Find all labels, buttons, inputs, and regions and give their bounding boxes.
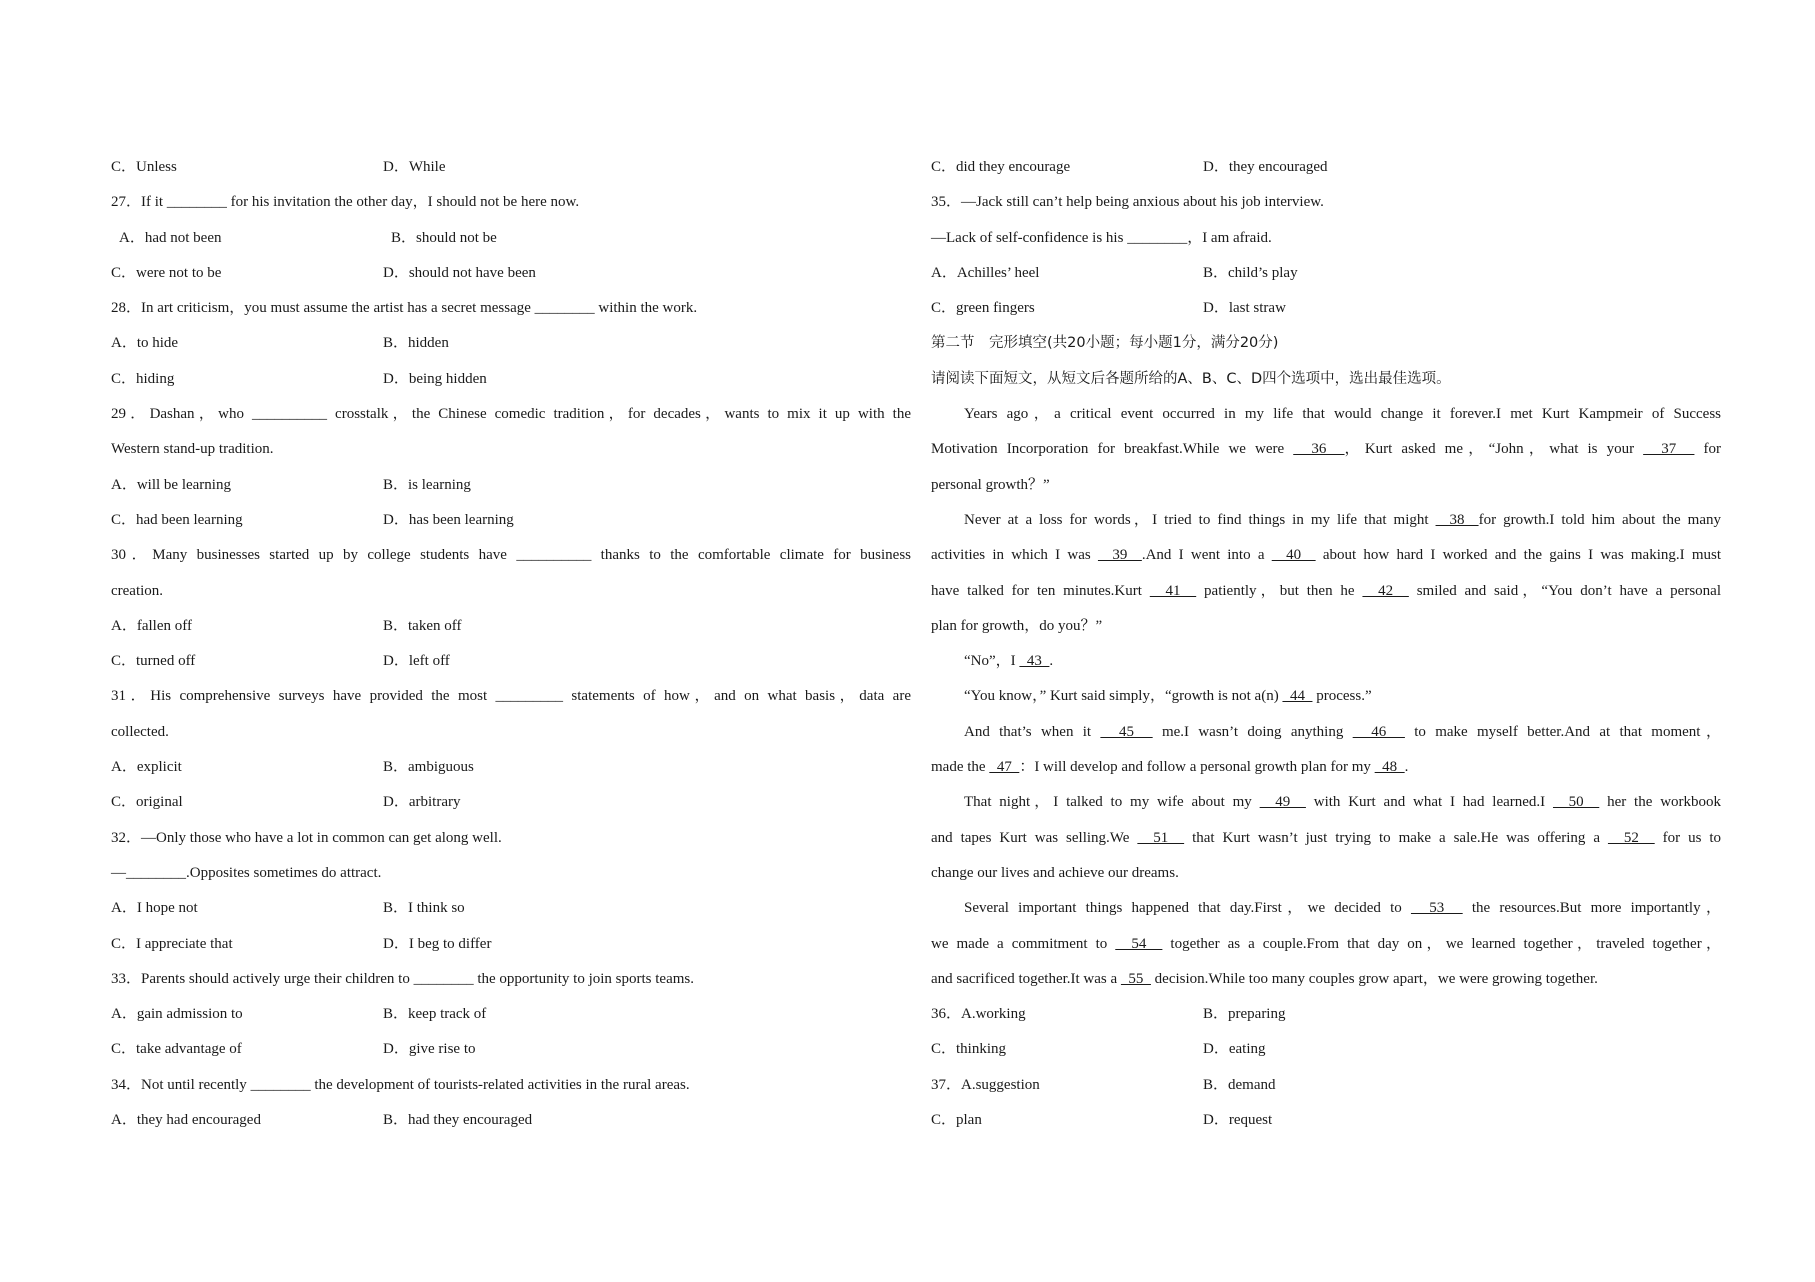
text-run: 35．—Jack still can’t help being anxious about his job interview. [931, 194, 1324, 211]
option-row [931, 1032, 1721, 1067]
text-line [931, 397, 1721, 432]
option-choice: B．I think so [383, 900, 465, 917]
option-choice: C．turned off [111, 653, 196, 670]
option-choice: B．child’s play [1203, 264, 1298, 281]
text-run: 34．Not until recently [111, 1076, 251, 1093]
blank-number: 42 [1362, 582, 1409, 599]
text-line [931, 538, 1721, 573]
text-run: 27．If it [111, 194, 167, 211]
option-choice: D．arbitrary [383, 794, 461, 811]
text-line [931, 891, 1721, 926]
option-choice: A．explicit [111, 759, 182, 776]
text-run: 28．In art criticism，you must assume the artist has a secret message [111, 300, 535, 317]
blank-number: 55 [1120, 970, 1151, 987]
blank-number: 54 [1115, 935, 1163, 952]
right-column [931, 150, 1721, 1138]
text-run: and sacrificed together.It was a [931, 970, 1121, 987]
option-choice: A．will be learning [111, 476, 231, 493]
text-line [111, 574, 911, 609]
option-row [111, 785, 911, 820]
text-line [931, 679, 1721, 714]
option-choice: B．taken off [383, 617, 462, 634]
option-choice: 37．A.suggestion [931, 1076, 1040, 1093]
option-choice: D．give rise to [383, 1041, 476, 1058]
option-row [111, 1103, 911, 1138]
text-line [931, 962, 1721, 997]
text-run: the opportunity to join sports teams. [473, 970, 694, 987]
option-choice: B．hidden [383, 335, 449, 352]
option-choice: A．had not been [119, 229, 222, 246]
answer-blank: __________ [252, 406, 327, 423]
option-choice: C．green fingers [931, 300, 1035, 317]
text-run: “No”，I [964, 653, 1020, 670]
text-run: 29．Dashan，who [111, 406, 252, 423]
text-run: patiently，but then he [1196, 582, 1363, 599]
blank-number: 40 [1271, 547, 1316, 564]
text-run: —Lack of self-confidence is his [931, 229, 1128, 246]
text-run: collected. [111, 723, 169, 740]
answer-blank: ________ [126, 864, 186, 881]
text-line [111, 185, 911, 220]
option-choice: D．request [1203, 1112, 1273, 1129]
text-run: Motivation Incorporation for breakfast.While we were [931, 441, 1294, 458]
text-line [931, 185, 1721, 220]
text-line [111, 856, 911, 891]
text-line [111, 397, 911, 432]
option-row [931, 256, 1721, 291]
text-run: ，I am afraid. [1187, 229, 1272, 246]
text-line [111, 679, 911, 714]
option-choice: A．they had encouraged [111, 1112, 261, 1129]
option-row [111, 891, 911, 926]
text-run: me.I wasn’t doing anything [1152, 723, 1353, 740]
text-line [931, 856, 1721, 891]
blank-number: 49 [1259, 794, 1306, 811]
option-choice: D．has been learning [383, 511, 514, 528]
option-row [931, 1068, 1721, 1103]
text-run: ：I will develop and follow a personal growth plan for my [1019, 759, 1375, 776]
text-line [931, 927, 1721, 962]
option-choice: B．is learning [383, 476, 471, 493]
option-choice: C．did they encourage [931, 159, 1071, 175]
text-run: 31．His comprehensive surveys have provided the most [111, 688, 496, 705]
option-row [111, 468, 911, 503]
text-run: 请阅读下面短文，从短文后各题所给的A、B、C、D四个选项中，选出最佳选项。 [931, 370, 1451, 387]
option-row [111, 326, 911, 361]
option-row [931, 997, 1721, 1032]
text-line [111, 962, 911, 997]
option-choice: C．hiding [111, 370, 175, 387]
blank-number: 41 [1149, 582, 1197, 599]
text-run: that Kurt wasn’t just trying to make a sale.He was offering a [1184, 829, 1608, 846]
option-choice: B．keep track of [383, 1006, 487, 1023]
text-line [111, 821, 911, 856]
text-run: And that’s when it [964, 723, 1101, 740]
option-choice: B．should not be [391, 229, 497, 246]
text-line [931, 574, 1721, 609]
text-run: 32．—Only those who have a lot in common can get along well. [111, 829, 502, 846]
text-run: ，Kurt asked me，“John，what is your [1344, 441, 1644, 458]
text-line [931, 468, 1721, 503]
blank-number: 51 [1137, 829, 1185, 846]
option-choice: A．gain admission to [111, 1006, 243, 1023]
text-line [931, 221, 1721, 256]
option-choice: D．should not have been [383, 264, 536, 281]
text-line [111, 1068, 911, 1103]
option-choice: 36．A.working [931, 1006, 1026, 1023]
text-run: within the work. [594, 300, 698, 317]
option-choice: B．had they encouraged [383, 1112, 533, 1129]
option-choice: B．demand [1203, 1076, 1276, 1093]
option-choice: D．left off [383, 653, 450, 670]
option-row [111, 362, 911, 397]
text-line [111, 715, 911, 750]
text-run: made the [931, 759, 990, 776]
text-line [931, 785, 1721, 820]
blank-number: 50 [1552, 794, 1600, 811]
text-run: — [111, 864, 126, 881]
text-run: plan for growth，do you？” [931, 617, 1103, 634]
text-line [931, 362, 1721, 397]
text-run: activities in which I was [931, 547, 1098, 564]
option-row [111, 644, 911, 679]
text-run: the resources.But more importantly， [1462, 900, 1722, 917]
text-run: personal growth？” [931, 476, 1050, 493]
option-choice: A．Achilles’ heel [931, 264, 1040, 281]
option-choice: C．I appreciate that [111, 935, 233, 952]
blank-number: 45 [1100, 723, 1153, 740]
blank-number: 52 [1607, 829, 1655, 846]
blank-number: 39 [1097, 547, 1142, 564]
option-choice: C．thinking [931, 1041, 1007, 1058]
blank-number: 48 [1374, 759, 1405, 776]
text-line [931, 326, 1721, 361]
blank-number: 47 [989, 759, 1020, 776]
text-run: change our lives and achieve our dreams. [931, 864, 1179, 881]
option-row [111, 750, 911, 785]
left-column [111, 150, 911, 1138]
option-choice: A．to hide [111, 335, 179, 352]
answer-blank: __________ [516, 547, 592, 564]
text-run: Years ago，a critical event occurred in my life that would change it forever.I met Kurt Kampmeir of Success [964, 406, 1721, 423]
text-run: .Opposites sometimes do attract. [186, 864, 382, 881]
text-line [111, 538, 911, 573]
text-line [931, 821, 1721, 856]
text-line [931, 432, 1721, 467]
text-run: Western stand-up tradition. [111, 441, 274, 458]
option-choice: D．they encouraged [1203, 159, 1328, 175]
answer-blank: _________ [495, 688, 564, 705]
text-run: for growth.I told him about the many [1478, 511, 1721, 528]
text-run: “You know，” Kurt said simply，“growth is not a(n) [964, 688, 1283, 705]
answer-blank: ________ [413, 970, 474, 987]
text-run: .And I went into a [1141, 547, 1272, 564]
option-choice: A．fallen off [111, 617, 192, 634]
answer-blank: ________ [250, 1076, 311, 1093]
text-run: process.” [1312, 688, 1372, 705]
text-run: thanks to the comfortable climate for business [591, 547, 911, 564]
text-run: 第二节 完形填空(共20小题；每小题1分，满分20分) [931, 335, 1279, 352]
text-line [931, 750, 1721, 785]
text-run: we made a commitment to [931, 935, 1116, 952]
option-row [931, 291, 1721, 326]
text-run: creation. [111, 582, 164, 599]
text-line [931, 715, 1721, 750]
option-choice: D．I beg to differ [383, 935, 492, 952]
text-run: smiled and said，“You don’t have a personal [1408, 582, 1721, 599]
option-row [111, 997, 911, 1032]
option-row [111, 256, 911, 291]
text-run: Several important things happened that day.First，we decided to [964, 900, 1411, 917]
text-run: crosstalk，the Chinese comedic tradition，for decades，wants to mix it up with the [327, 406, 911, 423]
answer-blank: ________ [534, 300, 595, 317]
option-choice: D．being hidden [383, 370, 487, 387]
blank-number: 43 [1019, 653, 1050, 670]
option-choice: C．plan [931, 1112, 982, 1129]
option-row [111, 221, 911, 256]
blank-number: 46 [1352, 723, 1405, 740]
text-run: to make myself better.And at that moment， [1404, 723, 1722, 740]
option-choice: D．eating [1203, 1041, 1266, 1058]
text-run: the development of tourists-related activities in the rural areas. [310, 1076, 690, 1093]
blank-number: 38 [1435, 511, 1479, 528]
text-run: . [1404, 759, 1409, 776]
option-choice: C．were not to be [111, 264, 222, 281]
text-line [111, 432, 911, 467]
option-row [111, 503, 911, 538]
text-line [111, 291, 911, 326]
option-choice: C．original [111, 794, 183, 811]
text-run: That night，I talked to my wife about my [964, 794, 1260, 811]
text-run: 33．Parents should actively urge their children to [111, 970, 414, 987]
option-choice: A．I hope not [111, 900, 198, 917]
option-choice: C．Unless [111, 159, 177, 175]
text-run: with Kurt and what I had learned.I [1305, 794, 1553, 811]
blank-number: 44 [1282, 688, 1313, 705]
option-choice: B．ambiguous [383, 759, 474, 776]
text-run: Never at a loss for words，I tried to find things in my life that might [964, 511, 1436, 528]
blank-number: 36 [1293, 441, 1345, 458]
text-run: for us to [1654, 829, 1722, 846]
text-run: and tapes Kurt was selling.We [931, 829, 1138, 846]
option-choice: D．While [383, 159, 446, 175]
text-run: her the workbook [1599, 794, 1722, 811]
option-row [931, 1103, 1721, 1138]
option-row [931, 150, 1721, 185]
option-row [111, 609, 911, 644]
option-choice: C．had been learning [111, 511, 243, 528]
text-run: statements of how，and on what basis，data are [563, 688, 911, 705]
blank-number: 53 [1410, 900, 1463, 917]
text-run: have talked for ten minutes.Kurt [931, 582, 1150, 599]
option-choice: C．take advantage of [111, 1041, 242, 1058]
text-line [931, 609, 1721, 644]
option-choice: B．preparing [1203, 1006, 1286, 1023]
answer-blank: ________ [166, 194, 227, 211]
text-run: about how hard I worked and the gains I was making.I must [1315, 547, 1722, 564]
text-run: 30．Many businesses started up by college students have [111, 547, 517, 564]
text-run: decision.While too many couples grow apart，we were growing together. [1150, 970, 1598, 987]
answer-blank: ________ [1127, 229, 1188, 246]
option-choice: D．last straw [1203, 300, 1286, 317]
option-row [111, 150, 911, 185]
text-run: for [1694, 441, 1722, 458]
blank-number: 37 [1643, 441, 1695, 458]
text-run: together as a couple.From that day on，we learned together，traveled together， [1162, 935, 1721, 952]
text-run: . [1049, 653, 1054, 670]
text-run: for his invitation the other day，I should not be here now. [226, 194, 580, 211]
text-line [931, 503, 1721, 538]
option-row [111, 1032, 911, 1067]
option-row [111, 927, 911, 962]
text-line [931, 644, 1721, 679]
